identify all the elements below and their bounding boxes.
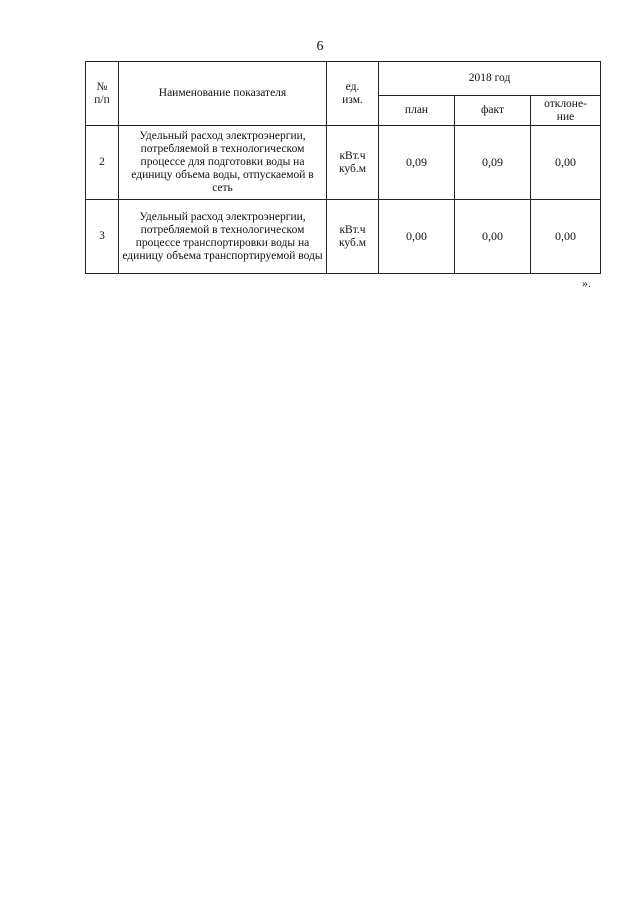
row-fact: 0,00 xyxy=(455,200,531,274)
row-deviation: 0,00 xyxy=(531,126,601,200)
header-fact: факт xyxy=(455,96,531,126)
row-deviation: 0,00 xyxy=(531,200,601,274)
header-num: № п/п xyxy=(86,62,119,126)
closing-quote-mark: ». xyxy=(582,276,591,290)
page-number: 6 xyxy=(316,39,324,54)
row-unit: кВт.ч куб.м xyxy=(327,200,379,274)
indicators-table xyxy=(85,61,601,274)
table-header-row xyxy=(86,62,601,96)
header-unit: ед. изм. xyxy=(327,62,379,126)
header-plan: план xyxy=(379,96,455,126)
row-num: 2 xyxy=(86,126,119,200)
table-row xyxy=(86,126,601,200)
header-name: Наименование показателя xyxy=(119,62,327,126)
table-row xyxy=(86,200,601,274)
row-plan: 0,09 xyxy=(379,126,455,200)
row-fact: 0,09 xyxy=(455,126,531,200)
row-name: Удельный расход электроэнергии, потребляемой в технологическом процессе для подготовки воды на единицу объема воды, отпускаемой в сеть xyxy=(119,126,327,200)
row-unit: кВт.ч куб.м xyxy=(327,126,379,200)
header-deviation: отклоне- ние xyxy=(531,96,601,126)
row-num: 3 xyxy=(86,200,119,274)
row-plan: 0,00 xyxy=(379,200,455,274)
header-year: 2018 год xyxy=(379,62,601,96)
row-name: Удельный расход электроэнергии, потребляемой в технологическом процессе транспортировки воды на единицу объема транспортируемой воды xyxy=(119,200,327,274)
